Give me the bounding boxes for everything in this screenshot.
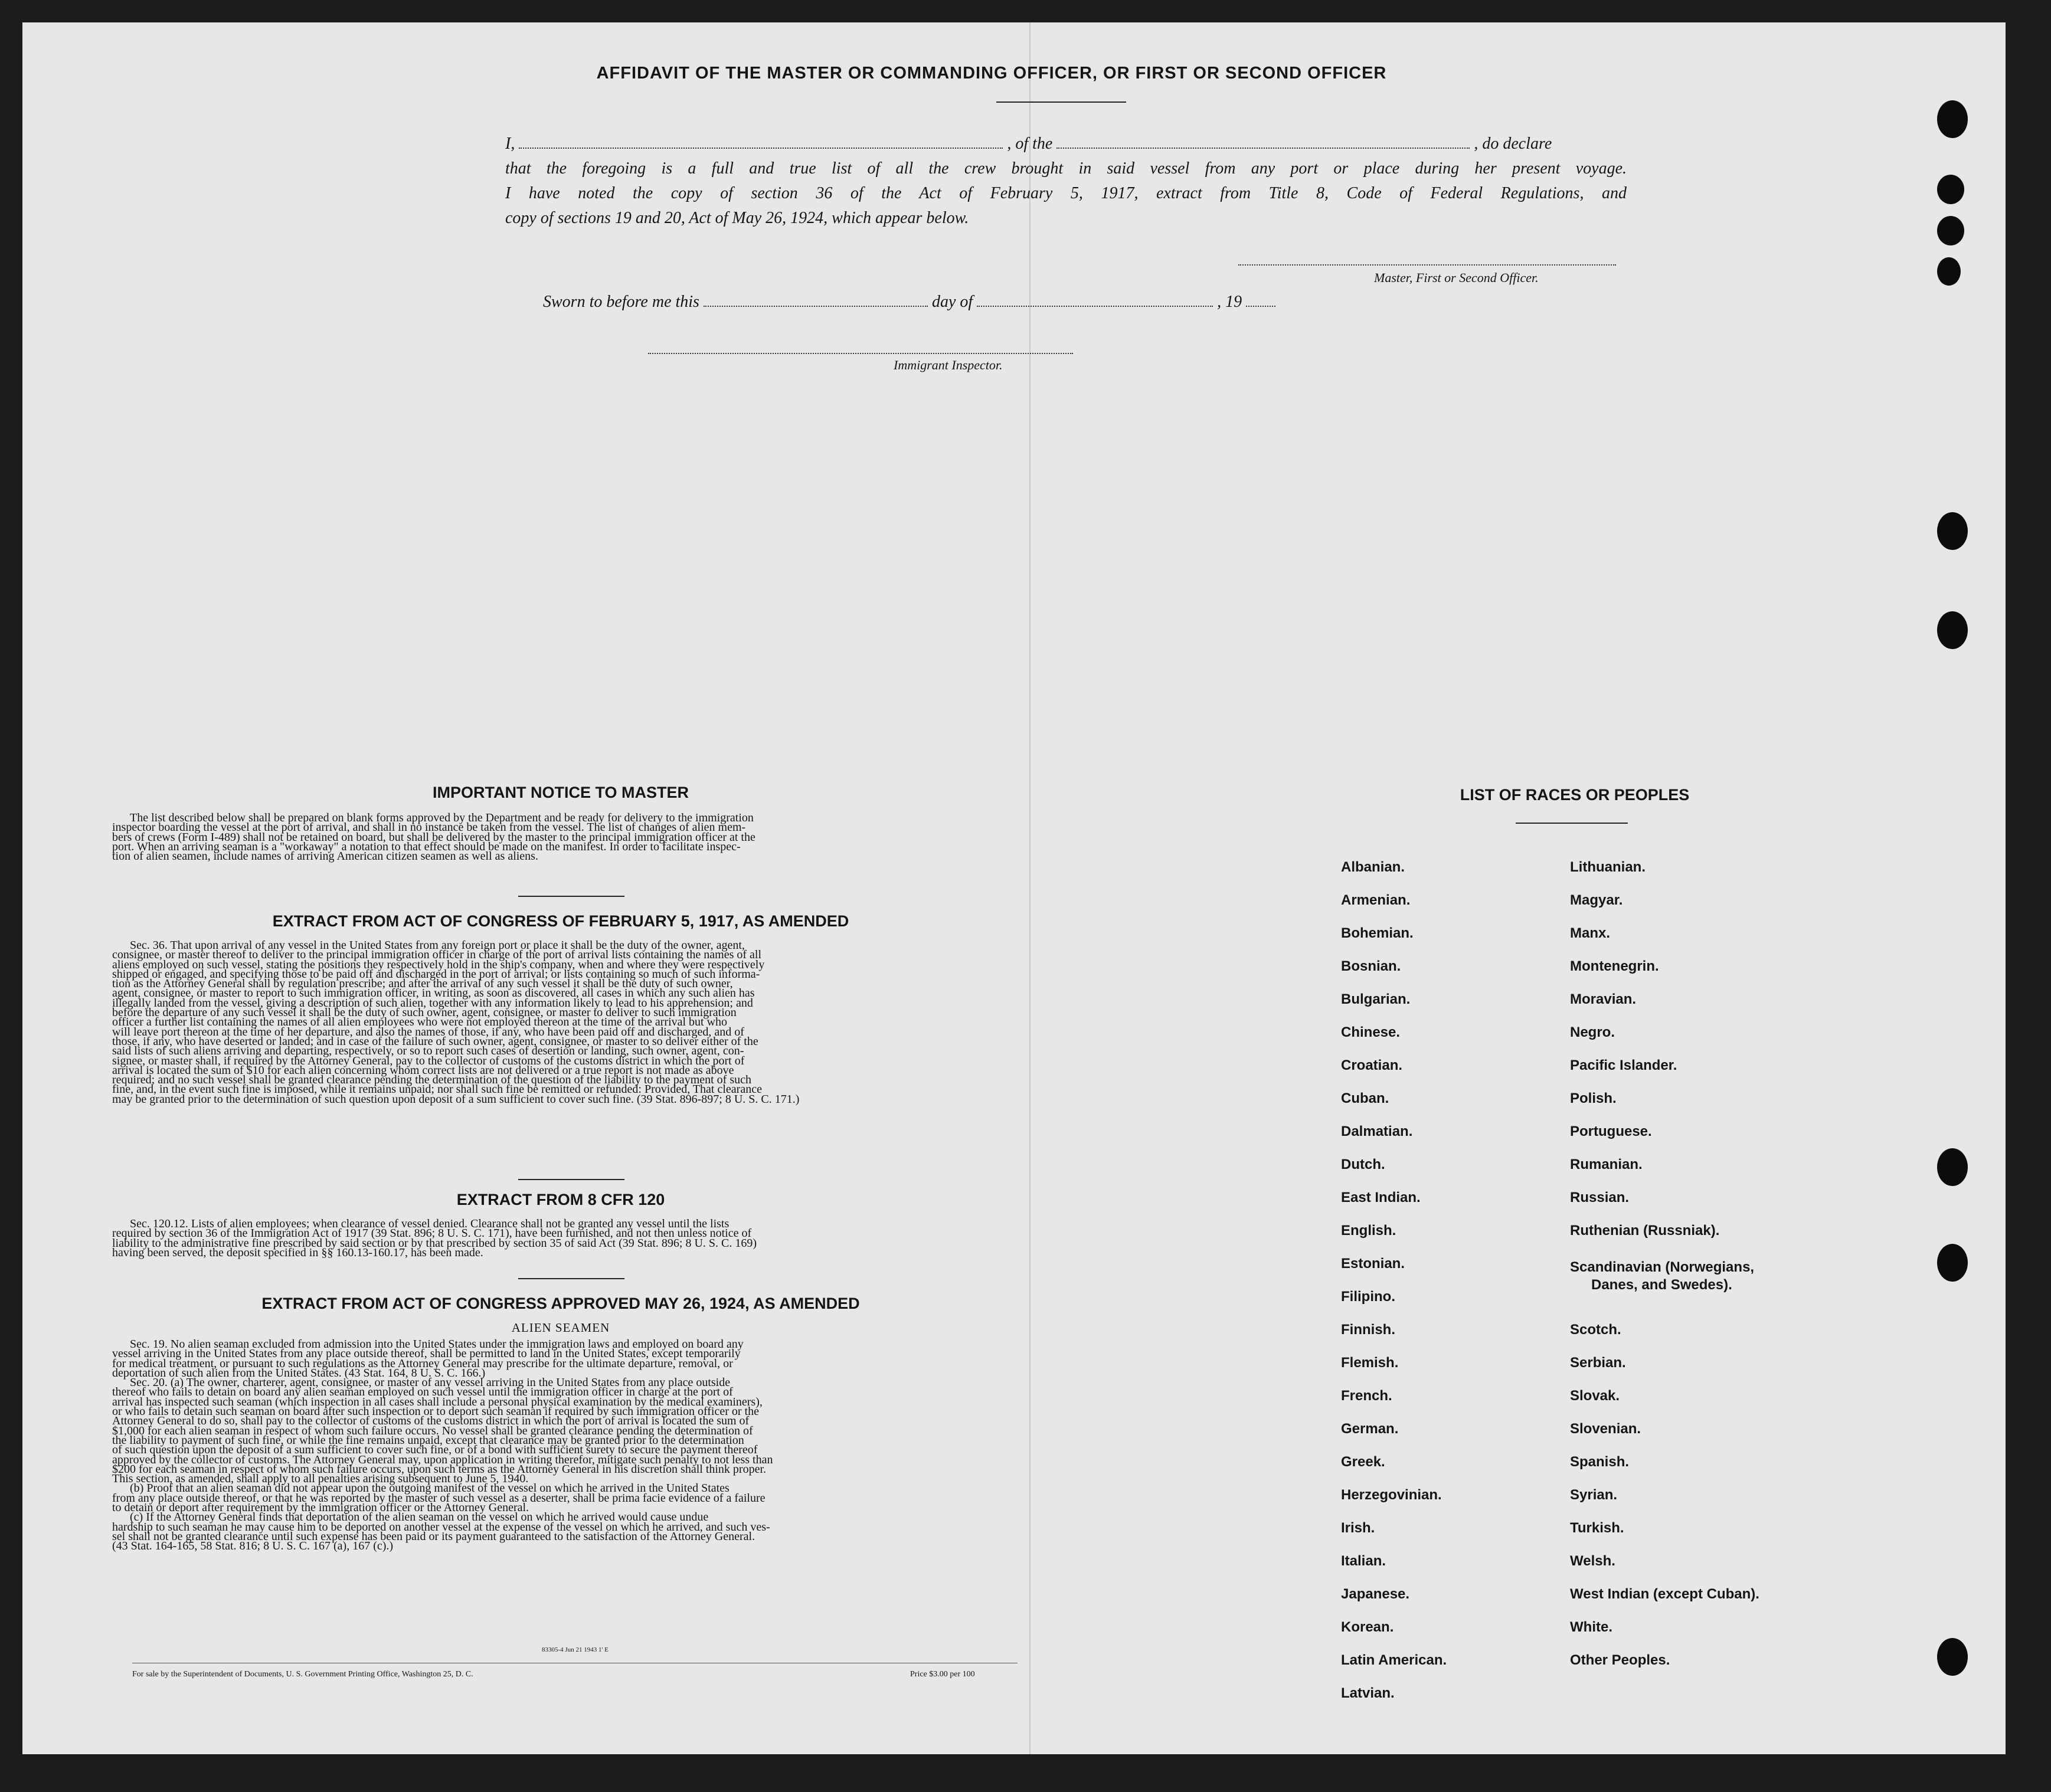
race-right-item: Polish.	[1570, 1090, 1617, 1106]
notice-line: port. When an arriving seaman is a "workaway" a notation to that effect should be made on the manifest. In order to facilitate inspec-	[112, 840, 741, 853]
extract-line: (43 Stat. 164-165, 58 Stat. 816; 8 U. S. C. 167 (a), 167 (c).)	[112, 1539, 394, 1553]
signature-line	[1238, 264, 1616, 266]
notice-line: bers of crews (Form I-489) shall not be retained on board, but shall be delivered by the master to the principal immigration officer at the	[112, 830, 755, 844]
extract-line: those, if any, who have deserted or landed; and in case of the failure of such owner, agent, consignee, or master to so deliver either of the	[112, 1034, 758, 1048]
print-code: 83305-4 Jun 21 1943 1' E	[542, 1646, 609, 1653]
extract-line: officer a further list containing the names of all alien employees who were not employed thereon at the time of the arrival but who	[112, 1015, 728, 1029]
affidavit-declare: , do declare	[1474, 135, 1552, 153]
year-blank	[1246, 294, 1275, 307]
notice-line: tion of alien seamen, include names of arriving American citizen seamen as well as aliens.	[112, 850, 538, 863]
name-blank	[519, 136, 1003, 149]
affidavit-line-2: that the foregoing is a full and true list of all the crew brought in said vessel from any port or place during her present voyage.	[505, 159, 1627, 178]
race-right-item: Lithuanian.	[1570, 859, 1646, 875]
extract-line: said lists of such aliens arriving and departing, respectively, or so to report such cases of desertion or landing, such owner, agent, con-	[112, 1044, 744, 1058]
race-right-item: Syrian.	[1570, 1487, 1618, 1503]
race-left-item: Greek.	[1341, 1454, 1385, 1470]
punch-hole	[1937, 611, 1968, 649]
race-right-item: Negro.	[1570, 1024, 1615, 1040]
extract-line: Sec. 36. That upon arrival of any vessel in the United States from any foreign port or place it shall be the duty of the owner, agent,	[130, 939, 745, 952]
race-left-item: Latin American.	[1341, 1652, 1447, 1668]
punch-hole	[1937, 216, 1964, 245]
sworn-day-of: day of	[931, 293, 973, 311]
race-left-item: French.	[1341, 1388, 1392, 1404]
race-right-item: Rumanian.	[1570, 1157, 1643, 1172]
race-left-item: Chinese.	[1341, 1024, 1401, 1040]
affidavit-title: AFFIDAVIT OF THE MASTER OR COMMANDING OFFICER, OR FIRST OR SECOND OFFICER	[596, 64, 1387, 83]
race-left-item: Irish.	[1341, 1520, 1375, 1536]
affidavit-line-4: copy of sections 19 and 20, Act of May 26, 1924, which appear below.	[505, 209, 969, 227]
affidavit-line-1	[505, 135, 1627, 153]
extract-line: will leave port thereon at the time of her departure, and also the names of those, if any, who have been paid off and discharged, and of	[112, 1025, 744, 1038]
extract-line: tion as the Attorney General shall by regulation prescribe; and after the arrival of any such vessel it shall be the duty of such owner,	[112, 977, 733, 991]
day-blank	[704, 294, 928, 307]
extract-line: (c) If the Attorney General finds that deportation of the alien seaman on the vessel on which he arrived would cause undue	[130, 1511, 709, 1524]
race-left-item: Finnish.	[1341, 1322, 1395, 1338]
extract-line: to detain or deport after requirement by the immigration officer or the Attorney General.	[112, 1501, 529, 1515]
extract-line: approved by the collector of customs. The Attorney General may, upon application in writing therefor, mitigate such penalty to not less than	[112, 1453, 773, 1466]
extract-line: Sec. 20. (a) The owner, charterer, agent, consignee, or master of any vessel arriving in the United States from any place outside	[130, 1376, 731, 1390]
punch-hole	[1937, 1638, 1968, 1676]
race-right-item: Danes, and Swedes).	[1591, 1277, 1732, 1293]
race-right-item: Other Peoples.	[1570, 1652, 1670, 1668]
race-right-item: Slovenian.	[1570, 1421, 1641, 1437]
inspector-line	[648, 353, 1073, 354]
extract-line: $1,000 for each alien seaman in respect of whom such failure occurs. No vessel shall be granted clearance pending the determination of	[112, 1424, 753, 1437]
center-fold	[1029, 22, 1031, 1754]
title-divider	[996, 101, 1126, 103]
race-right-item: West Indian (except Cuban).	[1570, 1586, 1759, 1602]
section-divider	[518, 1278, 624, 1279]
extract-line: thereof who fails to detain on board any alien seaman employed on such vessel until the immigration officer in charge at the port of	[112, 1385, 733, 1399]
race-right-item: Spanish.	[1570, 1454, 1630, 1470]
race-left-item: Dalmatian.	[1341, 1123, 1413, 1139]
race-right-item: Magyar.	[1570, 892, 1623, 908]
race-right-item: Russian.	[1570, 1190, 1630, 1205]
extract-line: aliens employed on such vessel, stating the positions they respectively hold in the ship's company, when and where they were respectively	[112, 958, 765, 971]
extract-1924-text	[112, 1339, 1009, 1551]
extract-line: shipped or engaged, and specifying those to be paid off and discharged in the port of arrival; or lists containing so much of such informa-	[112, 967, 760, 981]
extract-line: illegally landed from the vessel, giving a description of such alien, together with any information likely to lead to his apprehension; and	[112, 996, 753, 1010]
extract-line: signee, or master shall, if required by the Attorney General, pay to the collector of customs of the customs district in which the port of	[112, 1054, 745, 1067]
sworn-line	[543, 293, 1369, 312]
races-title: LIST OF RACES OR PEOPLES	[1460, 786, 1690, 804]
race-left-item: Flemish.	[1341, 1355, 1399, 1371]
sworn-prefix: Sworn to before me this	[543, 293, 699, 311]
race-right-item: Montenegrin.	[1570, 958, 1659, 974]
extract-cfr-text	[112, 1219, 1009, 1257]
race-left-item: English.	[1341, 1223, 1396, 1239]
extract-1917-text	[112, 941, 1009, 1104]
document-page	[22, 22, 2006, 1754]
extract-line: for medical treatment, or pursuant to such regulations as the Attorney General may prescribe for the ultimate departure, removal, or	[112, 1357, 733, 1370]
notice-title: IMPORTANT NOTICE TO MASTER	[433, 784, 689, 801]
section-divider	[518, 1179, 624, 1180]
affidavit-i: I,	[505, 135, 515, 153]
race-right-item: Pacific Islander.	[1570, 1057, 1677, 1073]
extract-line: $200 for each seaman in respect of whom such failure occurs, upon such terms as the Attorney General in his discretion shall think proper.	[112, 1462, 767, 1476]
extract-line: fine, and, in the event such fine is imposed, while it remains unpaid; nor shall such fine be remitted or refunded: Provided, That clearance	[112, 1083, 762, 1096]
race-left-item: Bosnian.	[1341, 958, 1401, 974]
extract-line: the liability to payment of such fine, or while the fine remains unpaid, except that clearance may be granted prior to the determination	[112, 1433, 744, 1447]
affidavit-line-3: I have noted the copy of section 36 of the Act of February 5, 1917, extract from Title 8, Code of Federal Regulations, and	[505, 184, 1627, 202]
extract-line: required; and no such vessel shall be granted clearance pending the determination of the question of the liability to the payment of such	[112, 1073, 751, 1087]
extract-line: having been served, the deposit specified in §§ 160.13-160.17, has been made.	[112, 1246, 483, 1259]
extract-1924-title: EXTRACT FROM ACT OF CONGRESS APPROVED MAY 26, 1924, AS AMENDED	[261, 1295, 860, 1312]
punch-hole	[1937, 1244, 1968, 1282]
punch-hole	[1937, 100, 1968, 138]
races-divider	[1516, 823, 1628, 824]
race-left-item: Bohemian.	[1341, 925, 1414, 941]
affidavit-of-the: , of the	[1007, 135, 1053, 153]
race-right-item: Scotch.	[1570, 1322, 1621, 1338]
notice-line: The list described below shall be prepared on blank forms approved by the Department and be ready for delivery to the immigration	[130, 811, 754, 824]
race-left-item: Croatian.	[1341, 1057, 1403, 1073]
sworn-year: , 19	[1217, 293, 1242, 311]
extract-1924-subtitle: ALIEN SEAMEN	[511, 1321, 610, 1335]
race-right-item: White.	[1570, 1619, 1612, 1635]
race-left-item: Estonian.	[1341, 1256, 1405, 1272]
inspector-caption: Immigrant Inspector.	[894, 358, 1003, 372]
extract-line: consignee, or master thereof to deliver to the principal immigration officer in charge of the port of arrival lists containing the names of all	[112, 948, 762, 962]
extract-line: of such question upon the deposit of a sum sufficient to cover such fine, or of a bond with sufficient surety to secure the payment thereof	[112, 1443, 758, 1457]
race-left-item: Italian.	[1341, 1553, 1386, 1569]
race-right-item: Turkish.	[1570, 1520, 1624, 1536]
extract-cfr-title: EXTRACT FROM 8 CFR 120	[456, 1191, 665, 1208]
race-left-item: Japanese.	[1341, 1586, 1410, 1602]
extract-line: arrival is located the sum of $10 for each alien concerning whom correct lists are not delivered or a true report is not made as above	[112, 1063, 734, 1077]
footer-sale-text: For sale by the Superintendent of Documents, U. S. Government Printing Office, Washington 25, D. C.	[132, 1670, 473, 1679]
footer-price: Price $3.00 per 100	[910, 1670, 975, 1679]
extract-line: arrival has inspected such seaman (which inspection in all cases shall include a personal physical examination by the medical examiners),	[112, 1395, 763, 1408]
extract-line: Attorney General to do so, shall pay to the collector of customs of the customs district in which the port of arrival is located the sum of	[112, 1414, 750, 1428]
punch-hole	[1937, 1148, 1968, 1186]
master-signature-caption: Master, First or Second Officer.	[1374, 270, 1539, 285]
extract-line: (b) Proof that an alien seaman did not appear upon the outgoing manifest of the vessel on which he arrived in the United States	[130, 1482, 730, 1495]
extract-line: Sec. 120.12. Lists of alien employees; when clearance of vessel denied. Clearance shall not be granted any vessel until the lists	[130, 1217, 730, 1230]
race-left-item: German.	[1341, 1421, 1399, 1437]
race-left-item: Filipino.	[1341, 1289, 1395, 1305]
extract-line: before the departure of any such vessel it shall be the duty of such owner, agent, consignee, or master to deliver to such immigration	[112, 1006, 737, 1020]
extract-line: Sec. 19. No alien seaman excluded from admission into the United States under the immigration laws and employed on board any	[130, 1338, 744, 1351]
race-right-item: Portuguese.	[1570, 1123, 1652, 1139]
race-left-item: Korean.	[1341, 1619, 1394, 1635]
race-left-item: Bulgarian.	[1341, 991, 1411, 1007]
extract-line: or who fails to detain such seaman on board after such inspection or to deport such seaman if required by such immigration officer or the	[112, 1405, 759, 1418]
race-left-item: Dutch.	[1341, 1157, 1385, 1172]
race-left-item: Cuban.	[1341, 1090, 1389, 1106]
extract-line: from any place outside thereof, or that he was reported by the master of such vessel as a deserter, shall be prima facie evidence of a failure	[112, 1491, 766, 1505]
notice-text	[112, 813, 1009, 861]
extract-line: required by section 36 of the Immigration Act of 1917 (39 Stat. 896; 8 U. S. C. 171), have been furnished, and not then unless notice of	[112, 1227, 752, 1240]
section-divider	[518, 896, 624, 897]
extract-line: This section, as amended, shall apply to all penalties arising subsequent to June 5, 1940.	[112, 1472, 529, 1486]
extract-line: liability to the administrative fine prescribed by said section or by that prescribed by section 35 of said Act (39 Stat. 896; 8 U. S. C. 169)	[112, 1236, 757, 1250]
race-right-item: Welsh.	[1570, 1553, 1615, 1569]
race-left-item: Armenian.	[1341, 892, 1411, 908]
race-right-item: Moravian.	[1570, 991, 1637, 1007]
race-right-item: Serbian.	[1570, 1355, 1626, 1371]
race-right-item: Ruthenian (Russniak).	[1570, 1223, 1720, 1239]
race-left-item: Albanian.	[1341, 859, 1405, 875]
extract-line: hardship to such seaman he may cause him to be deported on another vessel at the expense of the vessel on which he arrived, and such ves-	[112, 1520, 770, 1534]
extract-line: vessel arriving in the United States from any place outside thereof, shall be permitted to land in the United States, except temporarily	[112, 1347, 741, 1361]
vessel-blank	[1056, 136, 1470, 149]
punch-hole	[1937, 512, 1968, 550]
race-right-item: Slovak.	[1570, 1388, 1620, 1404]
extract-line: sel shall not be granted clearance until such expense has been paid or its payment guaranteed to the satisfaction of the Attorney General.	[112, 1529, 755, 1543]
race-left-item: Latvian.	[1341, 1685, 1395, 1701]
race-right-item: Scandinavian (Norwegians,	[1570, 1259, 1755, 1275]
punch-hole	[1937, 257, 1961, 286]
extract-line: deportation of such alien from the United States. (43 Stat. 164, 8 U. S. C. 166.)	[112, 1366, 486, 1380]
race-left-item: East Indian.	[1341, 1190, 1421, 1205]
month-blank	[977, 294, 1213, 307]
race-right-item: Manx.	[1570, 925, 1611, 941]
extract-line: may be granted prior to the determination of such question upon deposit of a sum sufficient to cover such fine. (39 Stat. 896-897; 8 U. S. C. 171.)	[112, 1092, 800, 1106]
notice-line: inspector boarding the vessel at the port of arrival, and shall in no instance be taken from the vessel. The list of changes of alien mem-	[112, 821, 746, 834]
extract-1917-title: EXTRACT FROM ACT OF CONGRESS OF FEBRUARY 5, 1917, AS AMENDED	[272, 912, 849, 930]
extract-line: agent, consignee, or master to report to such immigration officer, in writing, as soon as discovered, all cases in which any such alien has	[112, 987, 755, 1000]
race-left-item: Herzegovinian.	[1341, 1487, 1442, 1503]
punch-hole	[1937, 175, 1964, 204]
